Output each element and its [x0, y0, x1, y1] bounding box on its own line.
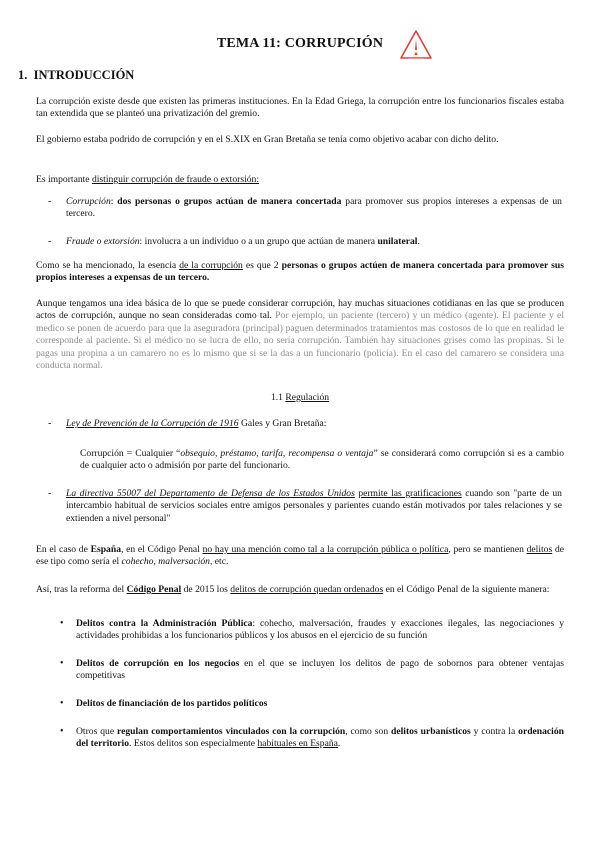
list-item-partidos-politicos: • Delitos de financiación de los partidos políticos [60, 698, 268, 709]
paragraph-distinguir: Es importante distinguir corrupción de fraude o extorsión: [36, 174, 260, 185]
list-item-directiva-55007: - La directiva 55007 del Departamento de Defensa de los Estados Unidos permite las gratificaciones cuando son "parte de un intercambio habitual de servicios sociales entre amigos personales y parientes cuando están motivados por tales relaciones y se extienden a nivel personal" [48, 488, 562, 524]
subsection-heading-regulacion: 1.1 Regulación [270, 392, 330, 403]
list-item-administracion-publica: • Delitos contra la Administración Pública: cohecho, malversación, fraudes y exacciones ilegales, las negociaciones y actividades prohibidas a los funcionarios públicos y los abusos en el ejercicio de su función [60, 618, 564, 642]
list-item-fraude: - Fraude o extorsión: involucra a un individuo o a un grupo que actúan de manera unilateral. [48, 236, 420, 247]
paragraph-ejemplos: Aunque tengamos una idea básica de lo que se puede considerar corrupción, hay muchas situaciones cotidianas en las que se producen actos de corrupción, aunque no sean consideradas como tal. Por ejemplo, un paciente (tercero) y un médico (agente). El paciente y el medico se ponen de acuerdo para que la aseguradora (principal) paguen determinados tratamientos mas costosos de lo que en realidad le corresponde al paciente. Si el médico no se lucra de ello, no sería corrupción. También hay situaciones grises como las propinas. Si le pagas una propina a un camarero no es lo mismo que si se la das a un funcionario (policía). En el caso del camarero se considera una conducta normal. [36, 298, 564, 372]
example-text: Por ejemplo, un paciente (tercero) y un médico (agente). El paciente y el medico se ponen de acuerdo para que la aseguradora (principal) paguen determinados tratamientos mas costosos de lo que en realidad le corresponde al paciente. Si el médico no se lucra de ello, no sería corrupción. También hay situaciones grises como las propinas. Si le pagas una propina a un camarero no es lo mismo que si se la das a un funcionario (policía). En el caso del camarero se considera una conducta normal. [36, 310, 564, 372]
paragraph-espana: En el caso de España, en el Código Penal no hay una mención como tal a la corrupción pública o política, pero se mantienen delitos de ese tipo como sería el cohecho, malversación, etc. [36, 544, 564, 568]
section-heading-introduccion: 1. INTRODUCCIÓN [18, 68, 135, 82]
list-item-corrupcion: - Corrupción: dos personas o grupos actúan de manera concertada para promover sus propios intereses a expensas de un tercero. [48, 196, 562, 220]
page-title: TEMA 11: CORRUPCIÓN [216, 36, 384, 51]
quote-definicion-corrupcion: Corrupción = Cualquier “obsequio, préstamo, tarifa, recompensa o ventaja” se considerará como corrupción si es a cambio de cualquier acto o admisión por parte del funcionario. [80, 448, 564, 472]
warning-triangle-icon [398, 28, 434, 62]
list-item-ley-1916: - Ley de Prevención de la Corrupción de 1916 Gales y Gran Bretaña: [48, 418, 327, 429]
paragraph-gobierno: El gobierno estaba podrido de corrupción y en el S.XIX en Gran Bretaña se tenía como objetivo acabar con dicho delito. [36, 134, 499, 145]
paragraph-reforma: Así, tras la reforma del Código Penal de 2015 los delitos de corrupción quedan ordenados en el Código Penal de la siguiente manera: [36, 584, 550, 595]
list-item-negocios: • Delitos de corrupción en los negocios en el que se incluyen los delitos de pago de sobornos para obtener ventajas competitivas [60, 658, 564, 682]
list-item-urbanisticos: • Otros que regulan comportamientos vinculados con la corrupción, como son delitos urbanísticos y contra la ordenación del territorio. Estos delitos son especialmente habituales en España. [60, 726, 564, 750]
paragraph-intro: La corrupción existe desde que existen las primeras instituciones. En la Edad Griega, la corrupción entre los funcionarios fiscales estaba tan extendida que se planteó una privatización del gremio. [36, 96, 564, 120]
paragraph-esencia: Como se ha mencionado, la esencia de la corrupción es que 2 personas o grupos actúen de manera concertada para promover sus propios intereses a expensas de un tercero. [36, 260, 564, 284]
